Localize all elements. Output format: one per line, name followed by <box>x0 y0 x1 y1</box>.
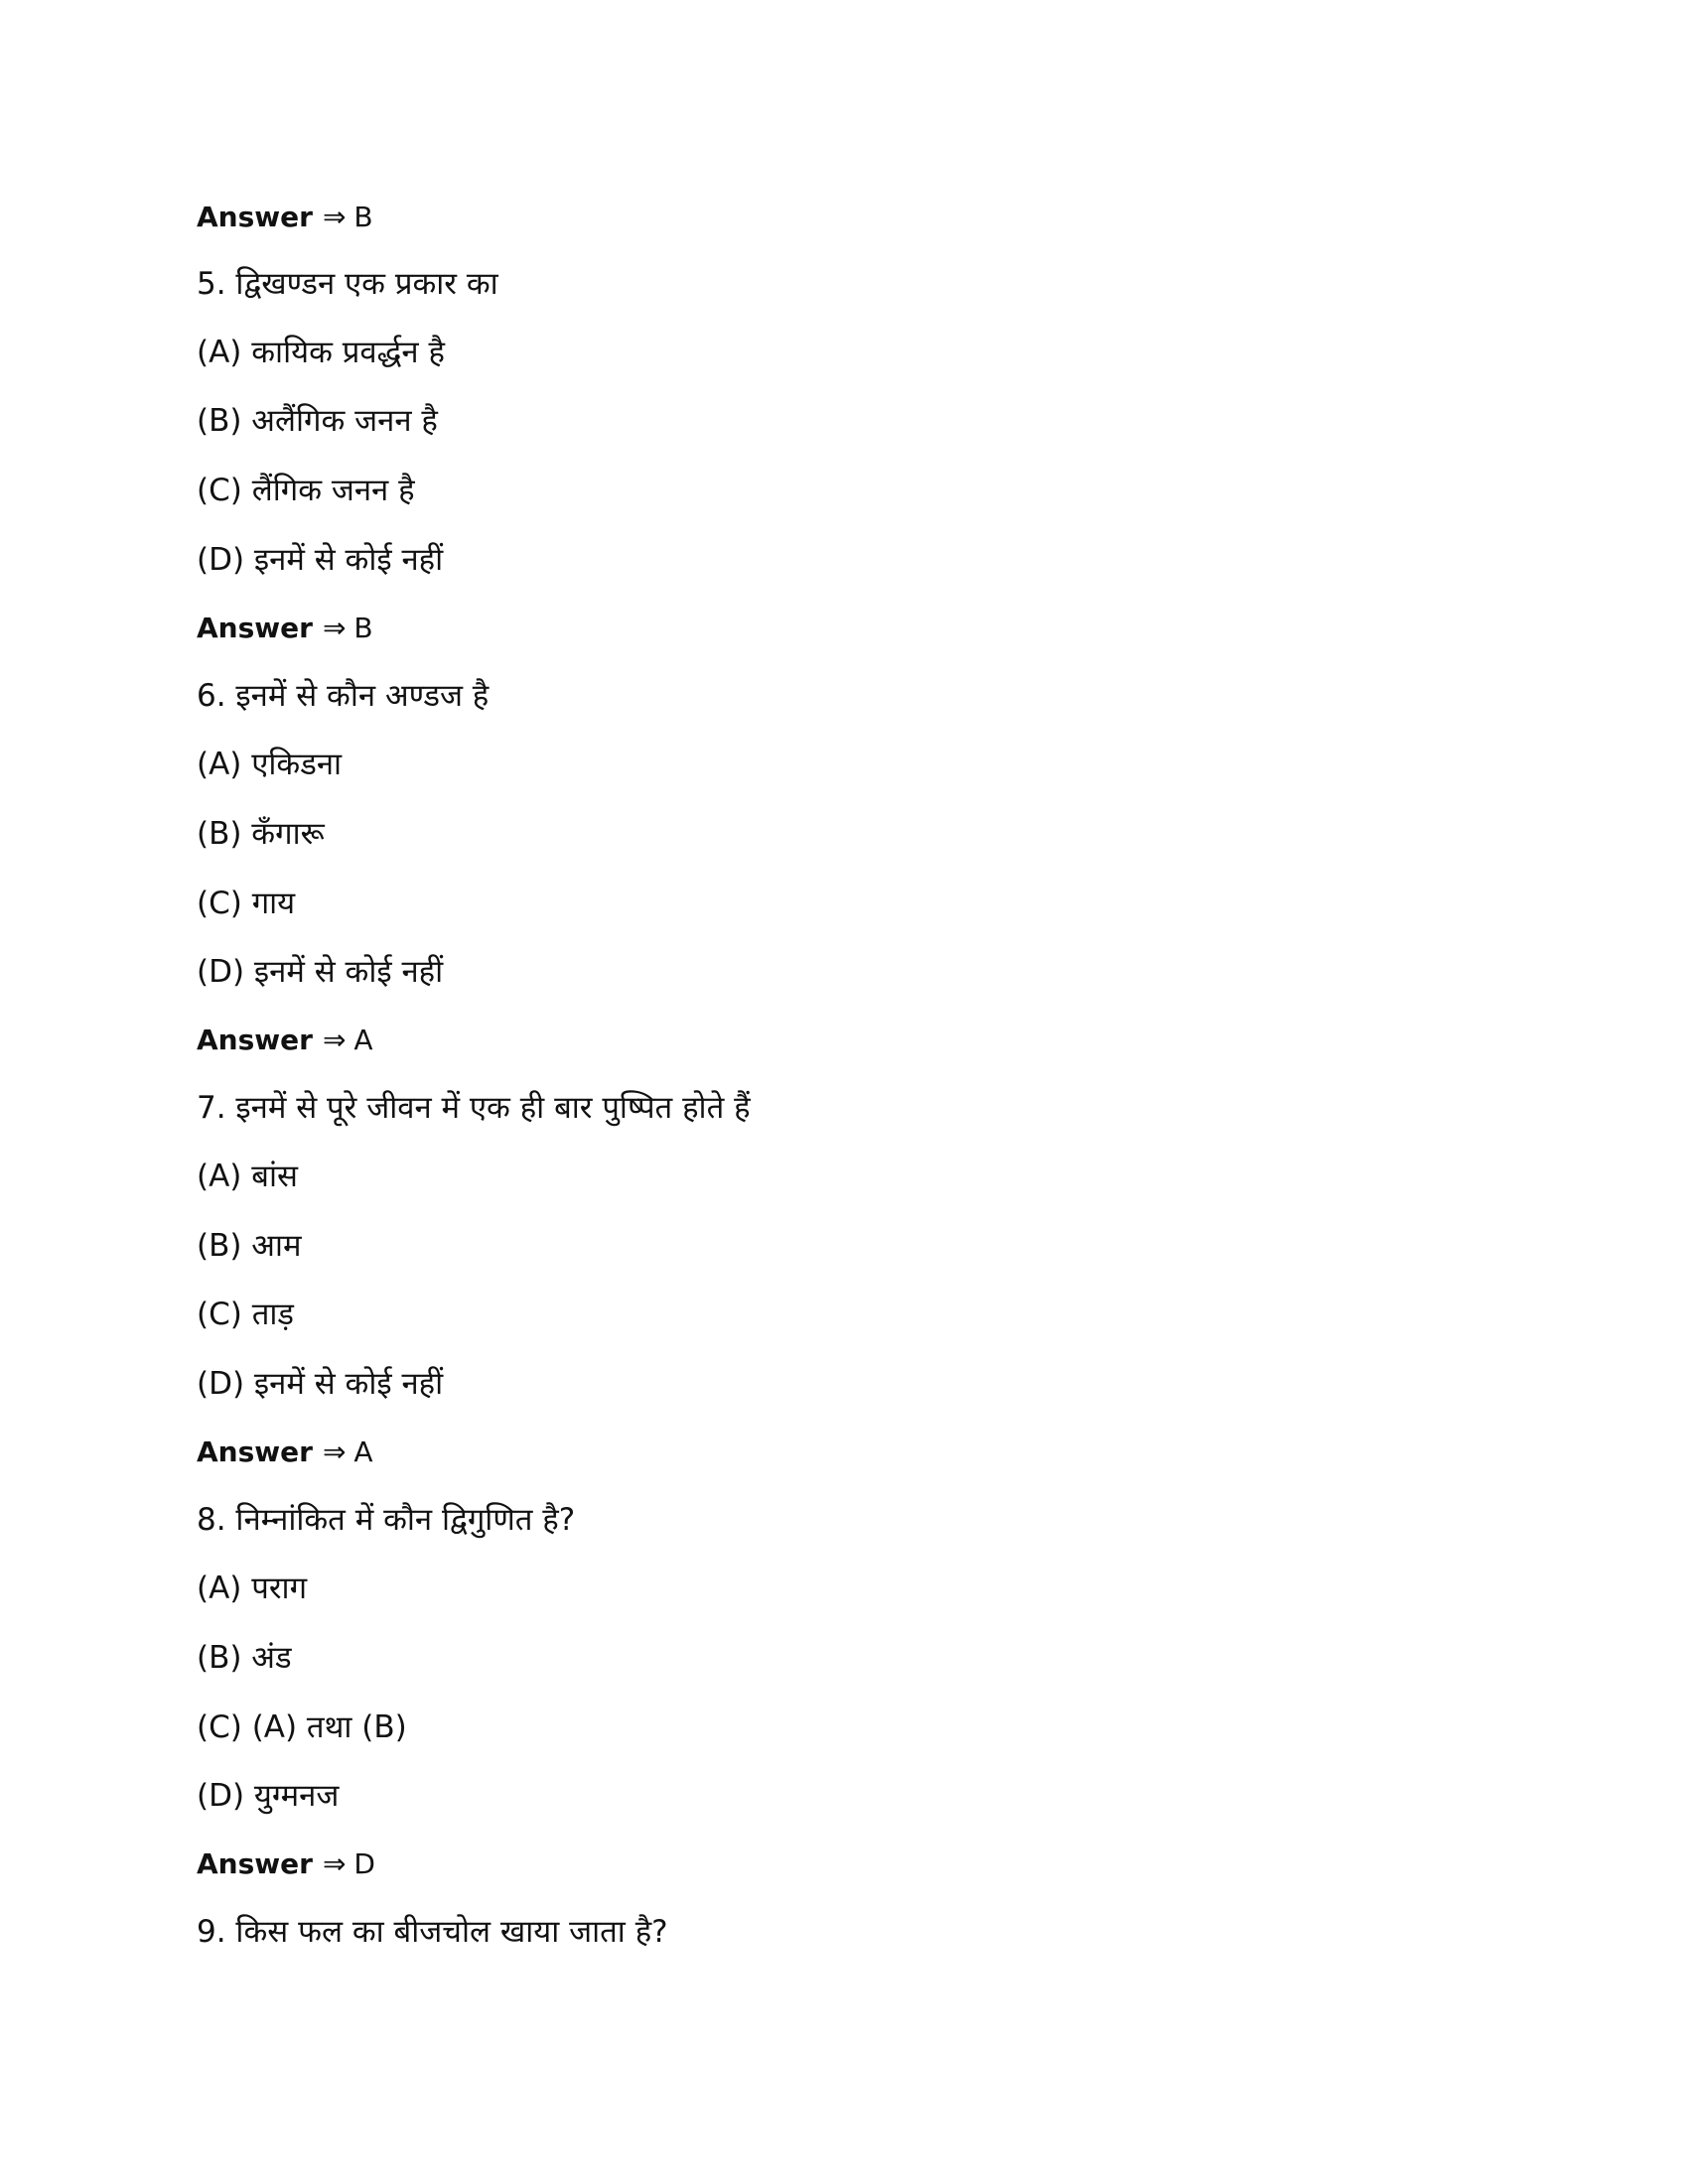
question-9: 9. किस फल का बीजचोल खाया जाता है? <box>197 1914 668 1950</box>
answer-value: B <box>353 201 373 233</box>
option-a: (A) बांस <box>197 1159 298 1194</box>
option-b: (B) आम <box>197 1228 302 1264</box>
answer-line <box>197 609 373 648</box>
implies-arrow: ⇒ <box>322 612 347 644</box>
option-a: (A) पराग <box>197 1570 308 1606</box>
option-c: (C) गाय <box>197 886 296 921</box>
option-c: (C) (A) तथा (B) <box>197 1709 407 1745</box>
answer-value: D <box>353 1847 375 1880</box>
option-c: (C) लैंगिक जनन है <box>197 473 415 508</box>
answer-label: Answer <box>197 1024 313 1056</box>
answer-line <box>197 1844 375 1884</box>
question-8: 8. निम्नांकित में कौन द्विगुणित है? <box>197 1502 576 1538</box>
answer-label: Answer <box>197 1847 313 1880</box>
answer-value: A <box>353 1435 373 1468</box>
question-7: 7. इनमें से पूरे जीवन में एक ही बार पुष्पित होते हैं <box>197 1090 751 1126</box>
implies-arrow: ⇒ <box>322 1024 347 1056</box>
option-b: (B) कँगारू <box>197 816 325 852</box>
answer-line <box>197 1021 373 1060</box>
option-d: (D) इनमें से कोई नहीं <box>197 1366 444 1402</box>
option-a: (A) एकिडना <box>197 747 343 782</box>
option-b: (B) अंड <box>197 1640 292 1676</box>
option-d: (D) इनमें से कोई नहीं <box>197 954 444 990</box>
implies-arrow: ⇒ <box>322 1435 347 1468</box>
answer-label: Answer <box>197 612 313 644</box>
question-6: 6. इनमें से कौन अण्डज है <box>197 678 490 714</box>
question-5: 5. द्विखण्डन एक प्रकार का <box>197 266 498 302</box>
answer-label: Answer <box>197 201 313 233</box>
implies-arrow: ⇒ <box>322 201 347 233</box>
answer-label: Answer <box>197 1435 313 1468</box>
implies-arrow: ⇒ <box>322 1847 347 1880</box>
answer-line <box>197 1433 373 1472</box>
answer-line <box>197 198 373 237</box>
answer-value: A <box>353 1024 373 1056</box>
option-d: (D) इनमें से कोई नहीं <box>197 542 444 578</box>
option-c: (C) ताड़ <box>197 1297 294 1332</box>
option-b: (B) अलैंगिक जनन है <box>197 403 438 439</box>
option-d: (D) युग्मनज <box>197 1778 340 1814</box>
answer-value: B <box>353 612 373 644</box>
option-a: (A) कायिक प्रवर्द्धन है <box>197 335 445 370</box>
